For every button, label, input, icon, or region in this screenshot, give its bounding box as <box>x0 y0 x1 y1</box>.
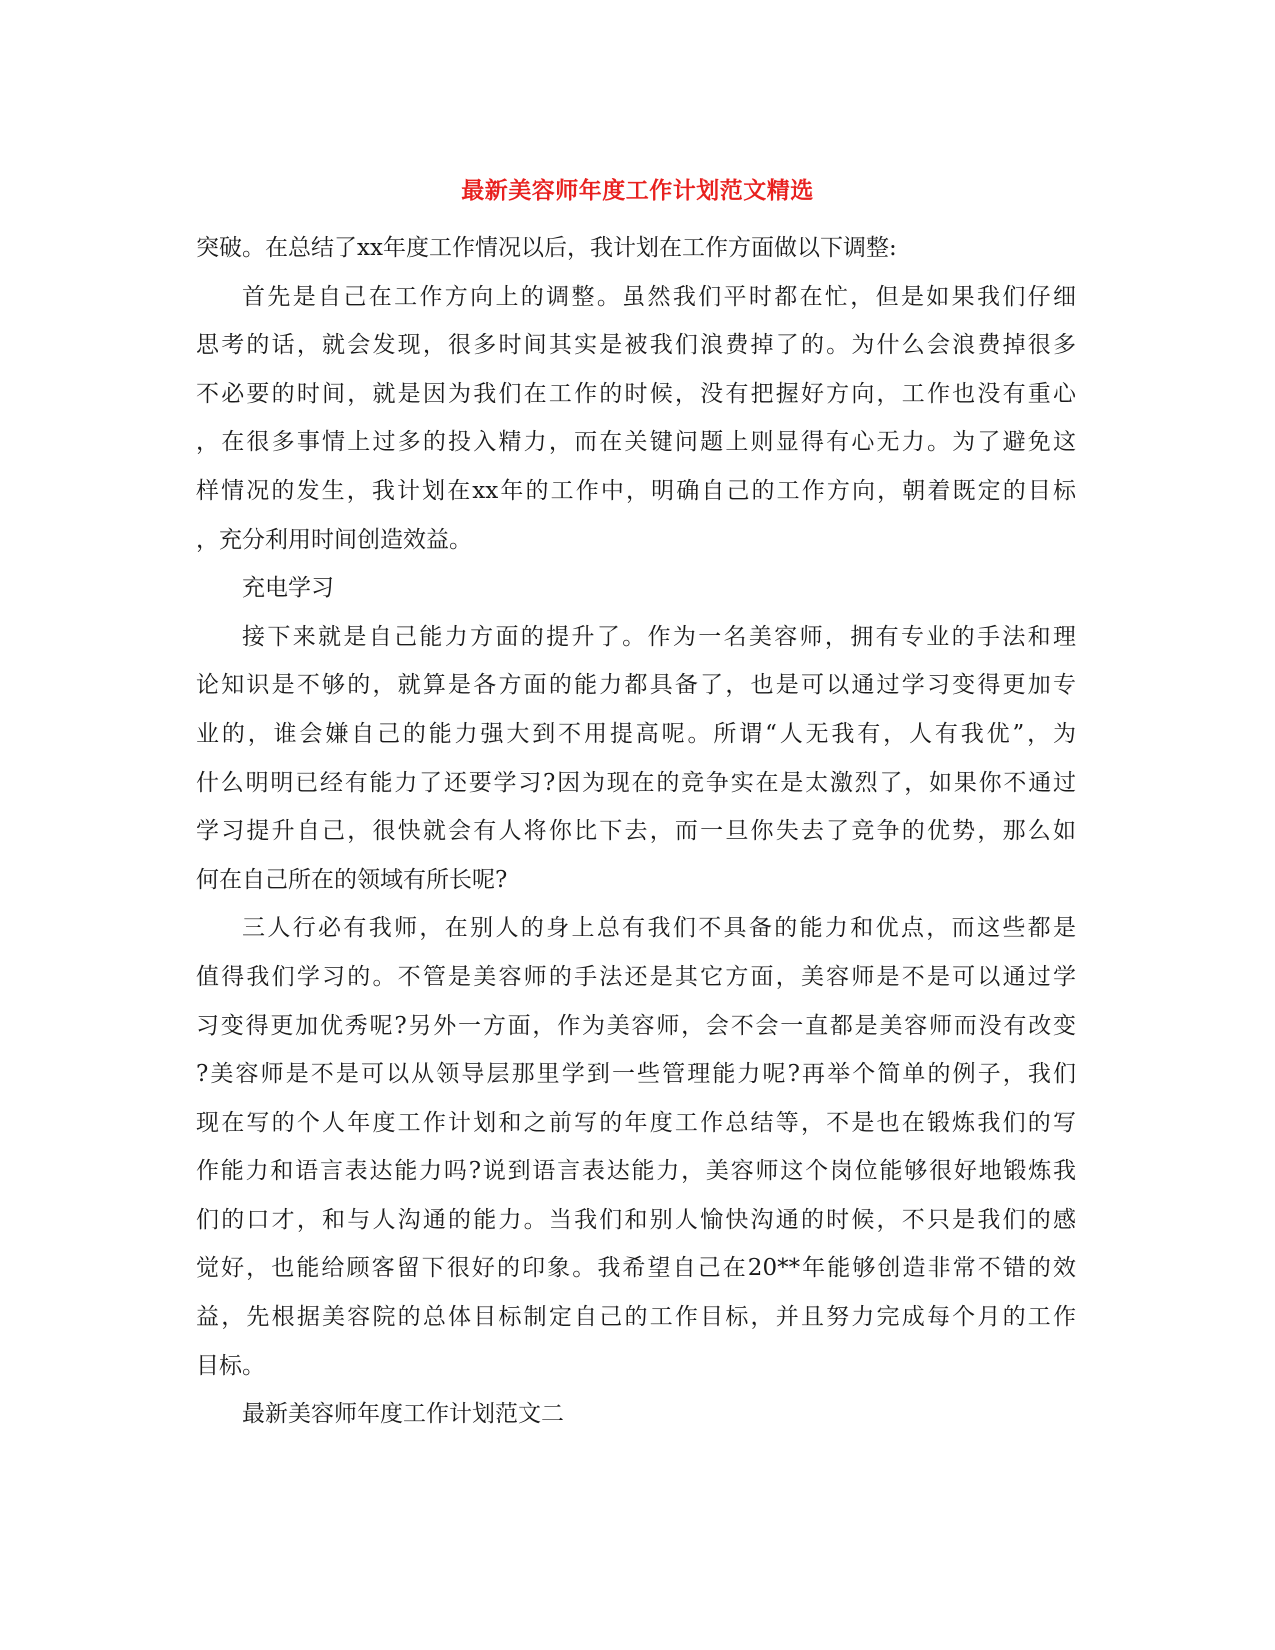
document-title: 最新美容师年度工作计划范文精选 <box>461 178 814 204</box>
text-line: 习变得更加优秀呢?另外一方面，作为美容师，会不会一直都是美容师而没有改变 <box>196 1012 1076 1039</box>
text-line: 样情况的发生，我计划在xx年的工作中，明确自己的工作方向，朝着既定的目标 <box>196 477 1076 504</box>
section-heading: 最新美容师年度工作计划范文二 <box>242 1401 564 1428</box>
document-body <box>196 236 1076 1451</box>
text-line: 现在写的个人年度工作计划和之前写的年度工作总结等，不是也在锻炼我们的写 <box>196 1109 1076 1136</box>
section-heading: 充电学习 <box>242 575 334 602</box>
text-line: 何在自己所在的领域有所长呢? <box>196 866 508 893</box>
text-line: ，充分利用时间创造效益。 <box>196 526 472 553</box>
text-line: 首先是自己在工作方向上的调整。虽然我们平时都在忙，但是如果我们仔细 <box>242 283 1076 310</box>
text-line: ，在很多事情上过多的投入精力，而在关键问题上则显得有心无力。为了避免这 <box>196 429 1076 456</box>
text-line: 业的，谁会嫌自己的能力强大到不用提高呢。所谓“人无我有，人有我优”，为 <box>196 720 1076 747</box>
text-line: 思考的话，就会发现，很多时间其实是被我们浪费掉了的。为什么会浪费掉很多 <box>196 332 1076 359</box>
text-line: 突破。在总结了xx年度工作情况以后，我计划在工作方面做以下调整: <box>196 235 897 261</box>
text-line: 三人行必有我师，在别人的身上总有我们不具备的能力和优点，而这些都是 <box>242 915 1076 942</box>
text-line: 论知识是不够的，就算是各方面的能力都具备了，也是可以通过学习变得更加专 <box>196 672 1076 699</box>
text-line: 接下来就是自己能力方面的提升了。作为一名美容师，拥有专业的手法和理 <box>242 623 1076 650</box>
text-line: 什么明明已经有能力了还要学习?因为现在的竞争实在是太激烈了，如果你不通过 <box>196 769 1076 796</box>
text-line: 益，先根据美容院的总体目标制定自己的工作目标，并且努力完成每个月的工作 <box>196 1304 1076 1331</box>
text-line: 学习提升自己，很快就会有人将你比下去，而一旦你失去了竞争的优势，那么如 <box>196 818 1076 845</box>
text-line: 作能力和语言表达能力吗?说到语言表达能力，美容师这个岗位能够很好地锻炼我 <box>196 1158 1076 1185</box>
text-line: 不必要的时间，就是因为我们在工作的时候，没有把握好方向，工作也没有重心 <box>196 380 1076 407</box>
text-line: 觉好，也能给顾客留下很好的印象。我希望自己在20**年能够创造非常不错的效 <box>196 1255 1076 1282</box>
text-line: 目标。 <box>196 1352 265 1379</box>
text-line: 们的口才，和与人沟通的能力。当我们和别人愉快沟通的时候，不只是我们的感 <box>196 1206 1076 1233</box>
text-line: 值得我们学习的。不管是美容师的手法还是其它方面，美容师是不是可以通过学 <box>196 963 1076 990</box>
text-line: ?美容师是不是可以从领导层那里学到一些管理能力呢?再举个简单的例子，我们 <box>196 1061 1076 1088</box>
